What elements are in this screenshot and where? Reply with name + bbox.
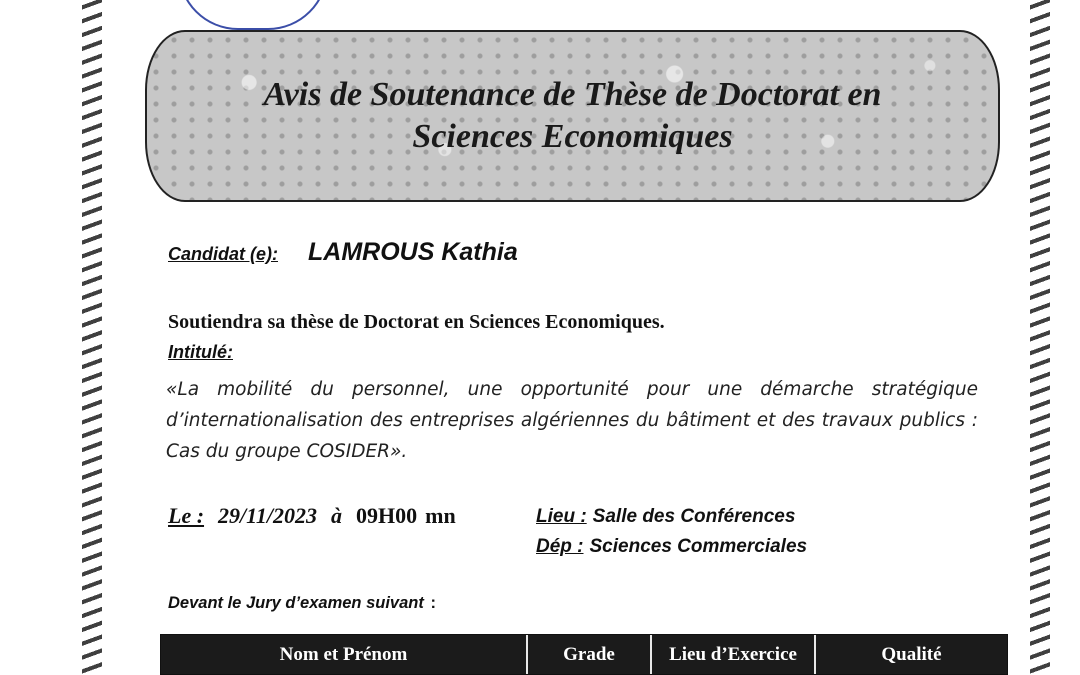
location-block bbox=[536, 506, 807, 566]
title-line-2: Sciences Economiques bbox=[412, 118, 733, 155]
thesis-statement: Soutiendra sa thèse de Doctorat en Sciences Economiques. bbox=[168, 311, 665, 333]
date-label: Le : bbox=[168, 503, 205, 528]
candidate-label: Candidat (e): bbox=[168, 244, 278, 264]
column-header-grade: Grade bbox=[528, 635, 652, 674]
candidate-row bbox=[168, 238, 518, 267]
jury-colon: : bbox=[430, 594, 436, 612]
place-label: Lieu : bbox=[536, 506, 587, 527]
place-value: Salle des Conférences bbox=[592, 506, 796, 527]
department-value: Sciences Commerciales bbox=[589, 536, 808, 557]
jury-table-header bbox=[160, 634, 1008, 675]
column-header-workplace: Lieu d’Exercice bbox=[652, 635, 816, 674]
jury-intro bbox=[168, 594, 436, 613]
thesis-title-text: «La mobilité du personnel, une opportunité pour une démarche stratégique d’internationalisation des entreprises algériennes du bâtiment et des travaux publics : Cas du groupe COSIDER». bbox=[166, 379, 978, 462]
date-time-row bbox=[168, 503, 456, 529]
column-header-name: Nom et Prénom bbox=[161, 635, 528, 674]
department-line bbox=[536, 536, 807, 558]
title-banner bbox=[145, 30, 1000, 202]
decorative-border-left bbox=[82, 0, 102, 675]
jury-label: Devant le Jury d’examen suivant bbox=[168, 594, 424, 612]
column-header-role: Qualité bbox=[881, 643, 942, 665]
stamp-text bbox=[209, 0, 308, 1]
title-line-1: Avis de Soutenance de Thèse de Doctorat en bbox=[263, 76, 882, 113]
official-stamp bbox=[178, 0, 328, 30]
department-label: Dép : bbox=[536, 536, 584, 557]
decorative-border-right bbox=[1030, 0, 1050, 675]
page-title bbox=[264, 74, 882, 158]
time-connector: à bbox=[331, 503, 343, 528]
candidate-name: LAMROUS Kathia bbox=[308, 238, 518, 266]
defense-date: 29/11/2023 bbox=[218, 503, 318, 528]
thesis-title-label: Intitulé: bbox=[168, 342, 233, 362]
time-unit: mn bbox=[425, 503, 456, 528]
defense-time: 09H00 bbox=[356, 503, 418, 528]
place-line bbox=[536, 506, 807, 528]
